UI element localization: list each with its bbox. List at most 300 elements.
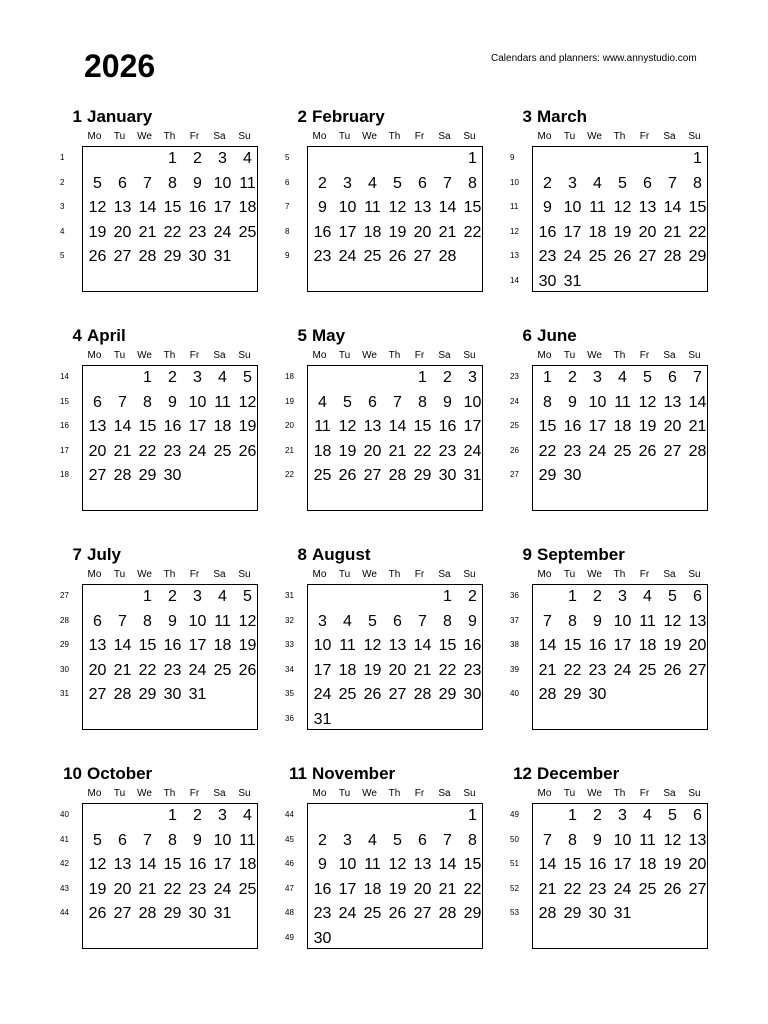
week-row [535, 610, 711, 634]
week-row [85, 853, 261, 877]
day-cell: 10 [188, 393, 207, 411]
weekday-header [532, 568, 710, 582]
day-cell: 20 [688, 637, 707, 655]
day-cell: 8 [468, 831, 477, 849]
weekday-label: Th [613, 131, 626, 142]
day-cell: 24 [188, 661, 207, 679]
weekday-label: Th [163, 788, 176, 799]
day-cell: 28 [688, 442, 707, 460]
day-cell: 28 [388, 467, 407, 485]
day-cell: 22 [563, 661, 582, 679]
day-cell: 10 [613, 612, 632, 630]
day-cell: 25 [313, 467, 332, 485]
weekday-label: Su [463, 569, 476, 580]
day-cell: 14 [113, 418, 132, 436]
day-cell [110, 366, 135, 390]
day-grid [307, 584, 483, 730]
day-grid [82, 584, 258, 730]
day-cell [310, 366, 335, 390]
day-cell [210, 464, 235, 488]
day-cell [335, 585, 360, 609]
day-cell: 9 [318, 199, 327, 217]
day-cell: 1 [568, 807, 577, 824]
day-cell: 28 [438, 905, 457, 923]
day-cell: 26 [363, 686, 382, 704]
day-cell: 29 [563, 905, 582, 923]
week-number: 42 [60, 859, 69, 869]
day-cell: 18 [238, 856, 257, 874]
week-number: 17 [60, 445, 69, 455]
week-row [310, 440, 486, 464]
week-row [85, 464, 261, 488]
day-cell: 30 [588, 905, 607, 923]
week-row [85, 829, 261, 853]
day-cell [660, 147, 685, 171]
day-cell: 3 [343, 174, 352, 192]
day-cell [335, 147, 360, 171]
month-april [60, 325, 270, 525]
weekday-label: Su [688, 350, 701, 361]
week-number: 10 [510, 177, 519, 187]
day-cell: 24 [213, 880, 232, 898]
month-header [60, 763, 270, 785]
weekday-label: We [362, 350, 377, 361]
day-cell: 15 [138, 418, 157, 436]
day-cell: 5 [243, 588, 252, 605]
day-cell: 20 [113, 223, 132, 241]
month-number: 10 [63, 764, 82, 783]
day-cell: 9 [168, 393, 177, 411]
day-cell: 1 [543, 369, 552, 386]
day-cell: 13 [413, 199, 432, 217]
day-cell: 20 [688, 856, 707, 874]
day-cell: 18 [588, 223, 607, 241]
weekday-label: Fr [639, 788, 650, 799]
day-cell: 21 [663, 223, 682, 241]
day-cell: 11 [239, 174, 256, 192]
week-row [85, 804, 261, 828]
day-cell: 15 [138, 637, 157, 655]
month-number: 2 [297, 107, 307, 126]
day-cell: 1 [693, 150, 702, 167]
week-number: 36 [285, 714, 294, 723]
month-number: 7 [72, 545, 82, 564]
day-cell: 18 [363, 223, 382, 241]
week-row [535, 196, 711, 220]
day-cell: 17 [338, 223, 357, 241]
day-cell: 26 [338, 467, 357, 485]
month-header [285, 325, 495, 347]
day-cell: 5 [343, 393, 352, 411]
month-header [285, 544, 495, 566]
day-cell: 29 [463, 905, 482, 923]
day-cell: 25 [363, 905, 382, 923]
day-cell: 16 [563, 418, 582, 436]
weekday-label: Th [388, 569, 401, 580]
day-cell [335, 366, 360, 390]
month-number: 3 [522, 107, 532, 126]
day-cell: 28 [663, 248, 682, 266]
day-cell: 19 [238, 418, 257, 436]
weekday-label: Su [238, 788, 251, 799]
day-cell: 3 [468, 369, 477, 386]
day-cell: 13 [688, 612, 707, 630]
day-cell [660, 902, 685, 926]
day-cell: 13 [638, 199, 657, 217]
weekday-label: Mo [312, 350, 327, 361]
weekday-label: Su [463, 131, 476, 142]
day-cell: 23 [313, 905, 332, 923]
day-cell: 25 [638, 880, 657, 898]
day-cell: 30 [438, 467, 457, 485]
week-number: 11 [510, 202, 519, 212]
day-cell: 9 [568, 393, 577, 411]
day-cell: 16 [188, 856, 207, 874]
day-cell [610, 464, 635, 488]
week-row [535, 366, 711, 390]
weekday-label: Mo [87, 788, 102, 799]
day-cell: 26 [638, 442, 657, 460]
weekday-label: Tu [338, 788, 351, 799]
day-cell: 29 [413, 467, 432, 485]
week-number: 46 [285, 859, 294, 869]
day-cell: 29 [563, 686, 582, 704]
day-cell: 28 [538, 905, 557, 923]
day-cell: 10 [563, 199, 582, 217]
day-cell: 7 [418, 612, 427, 630]
day-cell: 17 [188, 637, 207, 655]
day-cell: 17 [588, 418, 607, 436]
weekday-label: We [587, 569, 602, 580]
day-cell: 9 [318, 856, 327, 874]
day-cell: 3 [218, 150, 227, 167]
day-cell: 16 [313, 223, 332, 241]
weekday-label: Tu [563, 788, 576, 799]
day-cell: 18 [238, 199, 257, 217]
day-cell: 1 [168, 150, 177, 167]
day-cell: 27 [88, 467, 107, 485]
day-cell [585, 464, 610, 488]
day-cell [460, 245, 485, 269]
day-cell: 1 [468, 150, 477, 167]
day-cell: 9 [168, 612, 177, 630]
day-cell: 4 [243, 807, 252, 824]
day-cell [560, 147, 585, 171]
weekday-label: Fr [414, 131, 425, 142]
week-number: 52 [510, 883, 519, 893]
month-name: November [312, 764, 396, 783]
month-name: October [87, 764, 153, 783]
week-number: 1 [60, 153, 65, 162]
day-cell [660, 683, 685, 707]
week-number: 22 [285, 470, 294, 480]
week-row [535, 172, 711, 196]
weekday-label: Su [688, 788, 701, 799]
month-september [510, 544, 720, 744]
weekday-label: Tu [563, 569, 576, 580]
week-number: 15 [60, 396, 69, 406]
week-number: 48 [285, 908, 294, 918]
day-cell: 17 [188, 418, 207, 436]
month-june [510, 325, 720, 525]
day-cell: 28 [538, 686, 557, 704]
weekday-label: Th [388, 788, 401, 799]
week-number: 36 [510, 591, 519, 600]
week-row [310, 927, 486, 951]
week-number: 18 [60, 470, 69, 480]
day-cell: 11 [364, 199, 381, 217]
day-cell: 23 [538, 248, 557, 266]
week-row [85, 415, 261, 439]
day-cell: 8 [418, 393, 427, 411]
day-grid [532, 146, 708, 292]
week-row [85, 634, 261, 658]
day-cell: 25 [213, 661, 232, 679]
week-number: 51 [510, 859, 519, 869]
day-cell: 7 [443, 831, 452, 849]
day-cell [435, 147, 460, 171]
day-cell: 27 [688, 661, 707, 679]
weekday-header [82, 130, 260, 144]
week-number: 27 [60, 591, 69, 600]
day-cell: 19 [388, 880, 407, 898]
week-row [310, 245, 486, 269]
day-cell: 12 [663, 831, 682, 849]
month-may [285, 325, 495, 525]
week-number: 35 [285, 689, 294, 699]
week-row [310, 708, 486, 732]
day-cell [635, 147, 660, 171]
week-number: 34 [285, 664, 294, 674]
day-cell: 18 [613, 418, 632, 436]
day-cell: 12 [613, 199, 632, 217]
day-cell: 20 [663, 418, 682, 436]
week-row [85, 245, 261, 269]
day-cell: 27 [88, 686, 107, 704]
day-cell: 14 [113, 637, 132, 655]
day-cell: 9 [593, 831, 602, 849]
day-cell: 30 [538, 273, 557, 290]
day-cell: 28 [438, 248, 457, 266]
day-cell: 17 [338, 880, 357, 898]
day-cell: 30 [563, 467, 582, 485]
day-cell: 30 [188, 905, 207, 923]
day-cell [385, 927, 410, 951]
day-cell: 11 [614, 393, 631, 411]
day-cell: 13 [363, 418, 382, 436]
day-cell: 8 [443, 612, 452, 630]
day-cell: 25 [613, 442, 632, 460]
day-cell: 29 [138, 467, 157, 485]
day-cell: 7 [543, 831, 552, 849]
weekday-label: Th [163, 350, 176, 361]
day-cell: 14 [138, 199, 157, 217]
day-cell: 27 [413, 248, 432, 266]
day-cell: 26 [388, 905, 407, 923]
day-cell: 30 [163, 467, 182, 485]
day-cell: 31 [213, 248, 232, 266]
week-row [535, 683, 711, 707]
day-cell: 22 [163, 223, 182, 241]
day-cell: 25 [338, 686, 357, 704]
week-row [310, 415, 486, 439]
day-cell [535, 585, 560, 609]
day-cell: 31 [313, 711, 332, 728]
week-row [310, 366, 486, 390]
day-cell: 29 [138, 686, 157, 704]
day-cell: 13 [113, 856, 132, 874]
week-row [535, 829, 711, 853]
day-cell [685, 902, 710, 926]
day-cell: 6 [668, 369, 677, 386]
day-cell: 12 [363, 637, 382, 655]
day-cell: 21 [388, 442, 407, 460]
week-row [310, 683, 486, 707]
month-number: 9 [522, 545, 532, 564]
day-cell: 19 [663, 856, 682, 874]
month-october [60, 763, 270, 963]
day-cell: 18 [638, 637, 657, 655]
day-cell: 11 [364, 856, 381, 874]
day-cell: 19 [88, 880, 107, 898]
day-cell: 9 [193, 174, 202, 192]
day-cell [385, 366, 410, 390]
weekday-label: Sa [213, 788, 226, 799]
day-cell: 21 [688, 418, 707, 436]
day-cell [635, 902, 660, 926]
day-cell: 17 [313, 661, 332, 679]
day-cell: 7 [543, 612, 552, 630]
week-number: 44 [60, 908, 69, 918]
year-title: 2026 [84, 48, 156, 84]
day-cell: 25 [638, 661, 657, 679]
weekday-label: Fr [189, 131, 200, 142]
weekday-label: Mo [537, 131, 552, 142]
day-cell: 5 [643, 369, 652, 386]
week-number: 39 [510, 664, 519, 674]
day-cell: 12 [88, 856, 107, 874]
month-header [510, 763, 720, 785]
weekday-label: Fr [189, 788, 200, 799]
day-cell: 11 [314, 418, 331, 436]
day-cell: 7 [393, 393, 402, 411]
month-number: 12 [513, 764, 532, 783]
day-cell: 7 [118, 612, 127, 630]
month-name: December [537, 764, 620, 783]
weekday-label: We [362, 788, 377, 799]
day-cell: 11 [639, 612, 656, 630]
day-cell [460, 927, 485, 951]
week-row [85, 366, 261, 390]
day-cell: 4 [218, 369, 227, 386]
week-row [85, 221, 261, 245]
day-cell [235, 464, 260, 488]
day-cell: 3 [343, 831, 352, 849]
weekday-label: Th [163, 131, 176, 142]
day-cell: 28 [113, 686, 132, 704]
day-cell: 20 [413, 223, 432, 241]
day-cell [110, 585, 135, 609]
day-cell: 26 [238, 661, 257, 679]
credit-text: Calendars and planners: www.annystudio.com [491, 53, 697, 64]
week-number: 19 [285, 396, 294, 406]
week-number: 29 [60, 640, 69, 650]
day-cell [110, 147, 135, 171]
day-cell: 27 [638, 248, 657, 266]
day-cell: 6 [93, 393, 102, 411]
day-cell: 30 [163, 686, 182, 704]
week-row [310, 804, 486, 828]
day-cell [685, 464, 710, 488]
weekday-label: Th [388, 131, 401, 142]
weekday-label: Su [238, 569, 251, 580]
day-cell: 17 [213, 199, 232, 217]
day-cell: 31 [563, 273, 582, 290]
day-cell: 22 [563, 880, 582, 898]
day-cell: 8 [168, 174, 177, 192]
week-row [85, 196, 261, 220]
weekday-label: We [587, 350, 602, 361]
day-cell: 6 [368, 393, 377, 411]
weekday-header [307, 568, 485, 582]
day-cell: 16 [438, 418, 457, 436]
week-number: 40 [510, 689, 519, 699]
month-name: May [312, 326, 346, 345]
day-cell [610, 683, 635, 707]
week-number: 9 [510, 153, 515, 162]
day-cell: 20 [388, 661, 407, 679]
week-number: 3 [60, 202, 65, 212]
day-cell: 13 [88, 637, 107, 655]
day-cell: 25 [238, 880, 257, 898]
day-cell: 10 [213, 831, 232, 849]
day-cell: 7 [118, 393, 127, 411]
day-cell: 10 [213, 174, 232, 192]
day-cell: 8 [568, 612, 577, 630]
week-row [85, 902, 261, 926]
day-cell: 3 [193, 369, 202, 386]
weekday-label: Th [613, 788, 626, 799]
day-cell [185, 464, 210, 488]
day-cell [360, 585, 385, 609]
week-number: 12 [510, 226, 519, 236]
day-cell: 18 [313, 442, 332, 460]
month-name: September [537, 545, 625, 564]
day-cell [335, 804, 360, 828]
week-row [310, 221, 486, 245]
day-cell: 14 [538, 637, 557, 655]
day-cell [535, 804, 560, 828]
day-cell: 25 [363, 248, 382, 266]
week-number: 25 [510, 421, 519, 431]
day-cell: 5 [393, 174, 402, 192]
weekday-label: Mo [87, 350, 102, 361]
day-cell: 17 [213, 856, 232, 874]
weekday-label: Sa [663, 569, 676, 580]
day-cell [410, 708, 435, 732]
day-cell: 17 [613, 637, 632, 655]
day-cell: 22 [138, 661, 157, 679]
day-cell: 18 [363, 880, 382, 898]
day-cell: 24 [313, 686, 332, 704]
day-cell: 9 [193, 831, 202, 849]
day-cell: 24 [613, 661, 632, 679]
day-cell: 10 [613, 831, 632, 849]
day-cell [435, 708, 460, 732]
day-cell: 30 [313, 930, 332, 947]
month-header [285, 106, 495, 128]
day-cell [85, 585, 110, 609]
